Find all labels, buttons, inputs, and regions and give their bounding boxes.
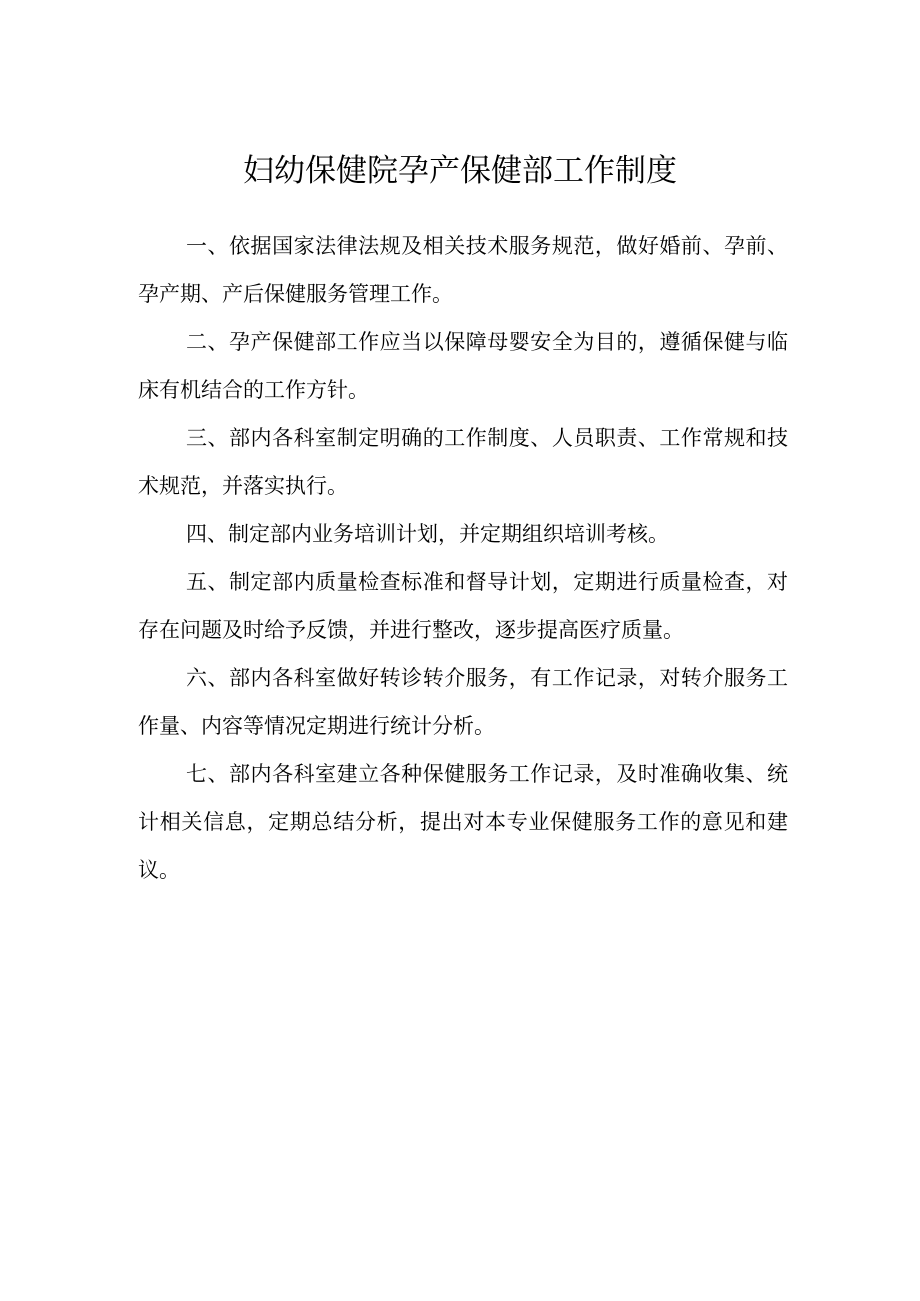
clause-2: 二、孕产保健部工作应当以保障母婴安全为目的，遵循保健与临床有机结合的工作方针。: [138, 330, 788, 402]
clause-6: 六、部内各科室做好转诊转介服务，有工作记录，对转介服务工作量、内容等情况定期进行统计分析。: [138, 666, 788, 738]
clause-4: 四、制定部内业务培训计划，并定期组织培训考核。: [186, 522, 669, 546]
clause-3: 三、部内各科室制定明确的工作制度、人员职责、工作常规和技术规范，并落实执行。: [138, 426, 788, 498]
document-title: 妇幼保健院孕产保健部工作制度: [243, 153, 677, 189]
clause-5: 五、制定部内质量检查标准和督导计划，定期进行质量检查，对存在问题及时给予反馈，并进行整改，逐步提高医疗质量。: [138, 570, 788, 642]
document-body: [138, 222, 788, 894]
clause-7: 七、部内各科室建立各种保健服务工作记录，及时准确收集、统计相关信息，定期总结分析，提出对本专业保健服务工作的意见和建议。: [138, 762, 788, 882]
clause-1: 一、依据国家法律法规及相关技术服务规范，做好婚前、孕前、孕产期、产后保健服务管理工作。: [138, 234, 788, 306]
